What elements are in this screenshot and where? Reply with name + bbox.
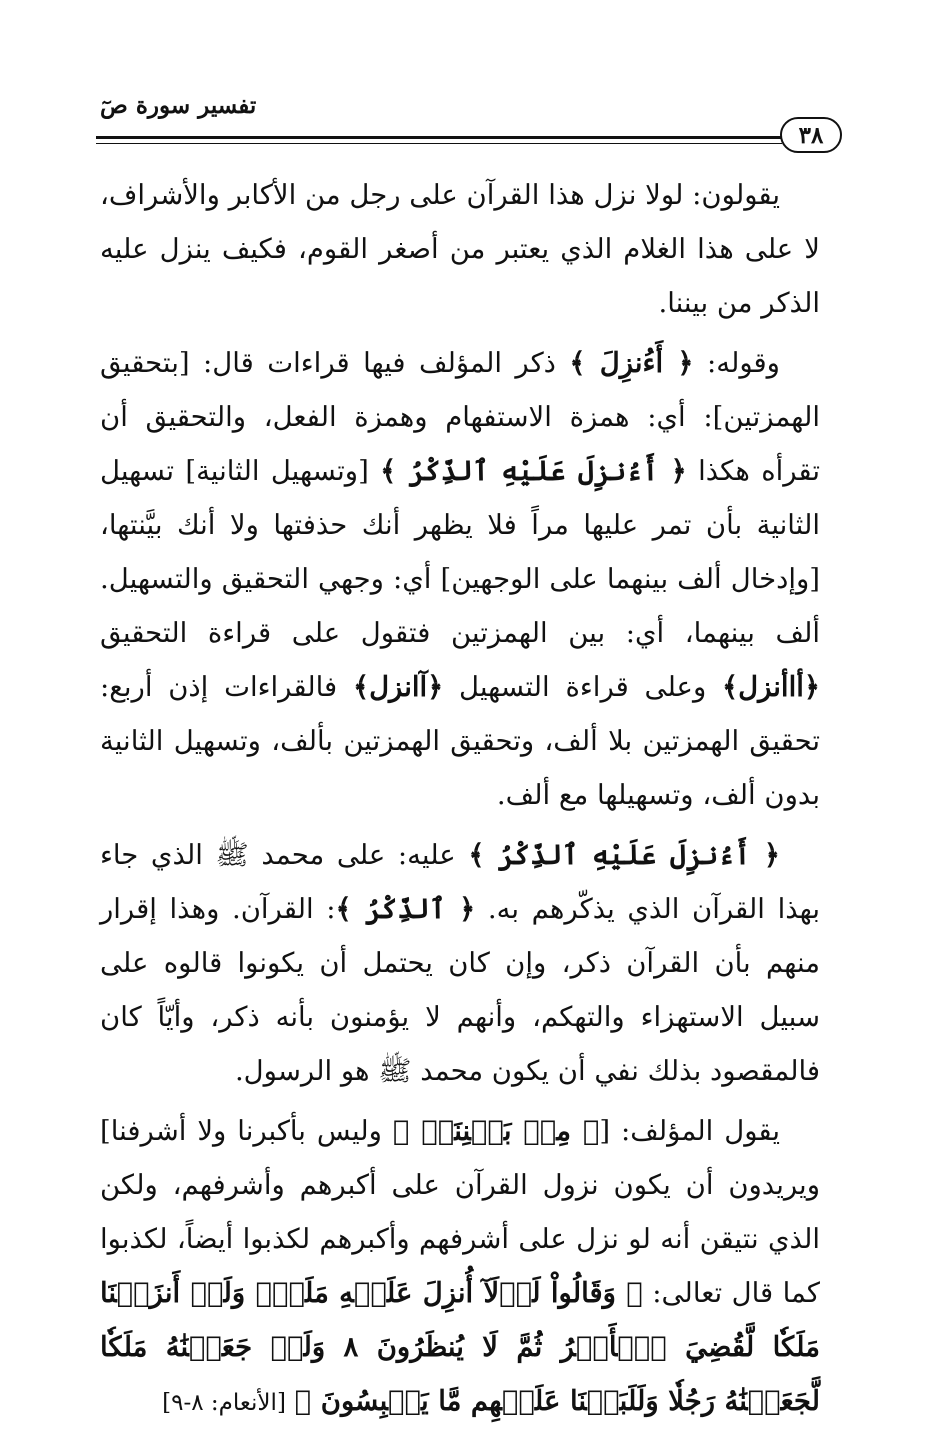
paragraph-2 xyxy=(100,336,820,822)
text-run: : القرآن. وهذا إقرار منهم بأن القرآن ذكر، وإن كان يحتمل أن يكونوا قالوه على سبيل الاستهزاء والتهكم، وأنهم لا يؤمنون بأنه ذكر، وأيّاً كان فالمقصود بذلك نفي أن يكون محمد ﷺ هو الرسول. xyxy=(100,893,820,1087)
text-run: عليه: على محمد ﷺ الذي جاء بهذا القرآن الذي يذكّرهم به. xyxy=(100,839,820,925)
text-run: يقول المؤلف: [ xyxy=(599,1115,781,1147)
page-header xyxy=(0,0,944,160)
text-run: [وتسهيل الثانية] تسهيل الثانية بأن تمر عليها مراً فلا يظهر أنك حذفتها ولا أنك بيَّنتها، [وإدخال ألف بينهما على الوجهين] أي: وجهي التحقيق والتسهيل. ألف بينهما، أي: بين الهمزتين فتقول على قراءة التحقيق xyxy=(100,455,820,649)
quran-verse: ﴿أاأنزل﴾ xyxy=(722,671,820,703)
quran-verse: ﴿ وَقَالُواْ لَوۡلَآ أُنزِلَ عَلَيۡهِ مَلَكٞۖ وَلَوۡ أَنزَلۡنَا مَلَكٗا لَّقُضِيَ ٱلۡأَمۡرُ ثُمَّ لَا يُنظَرُونَ ٨ وَلَوۡ جَعَلۡنَٰهُ مَلَكٗا لَّجَعَلۡنَٰهُ رَجُلٗا وَلَلَبَسۡنَا عَلَيۡهِم مَّا يَلۡبِسُونَ ﴾ xyxy=(100,1277,820,1417)
text-run: ذكر المؤلف فيها قراءات قال: [بتحقيق الهمزتين]: أي: همزة الاستفهام وهمزة الفعل، والتحقيق أن تقرأه هكذا xyxy=(100,347,820,487)
quran-verse: ﴿ أَءُنزِلَ عَلَيْهِ ٱلذِّكْرُ ﴾ xyxy=(468,839,781,871)
quran-verse: ﴿ أَءُنزِلَ عَلَيْهِ ٱلذِّكْرُ ﴾ xyxy=(380,455,687,487)
text-run: وليس بأكبرنا ولا أشرفنا] ويريدون أن يكون نزول القرآن على أكبرهم وأشرفهم، ولكن الذي نتيقن أنه لو نزل على أشرفهم وأكبرهم لكذبوا أيضاً، لكذبوا كما قال تعالى: xyxy=(100,1115,820,1309)
quran-verse: ﴿آانزل﴾ xyxy=(352,671,444,703)
paragraph-1: يقولون: لولا نزل هذا القرآن على رجل من الأكابر والأشراف، لا على هذا الغلام الذي يعتبر من أصغر القوم، فكيف ينزل عليه الذكر من بيننا. xyxy=(100,179,820,319)
quran-verse: ﴿ أَءُنزِلَ ﴾ xyxy=(569,347,694,379)
running-title: تفسير سورة صٓ xyxy=(100,92,257,119)
quran-verse: ﴿ ٱلذِّكْرُ ﴾ xyxy=(335,893,476,925)
text-body xyxy=(100,168,820,1436)
quran-verse: ﴿ مِنۢ بَيۡنِنَآۚ ﴾ xyxy=(392,1115,600,1147)
header-rule-thick xyxy=(96,136,782,139)
verse-reference: [الأنعام: ٨-٩] xyxy=(162,1390,286,1416)
header-rule-thin xyxy=(96,143,782,144)
paragraph-3 xyxy=(100,828,820,1098)
paragraph-4 xyxy=(100,1104,820,1430)
page-number: ٣٨ xyxy=(780,117,842,153)
text-run: وقوله: xyxy=(706,347,780,379)
text-run: وعلى قراءة التسهيل xyxy=(459,671,707,703)
text-run: فالقراءات إذن أربع: تحقيق الهمزتين بلا ألف، وتحقيق الهمزتين بألف، وتسهيل الثانية بدون ألف، وتسهيلها مع ألف. xyxy=(100,671,820,811)
